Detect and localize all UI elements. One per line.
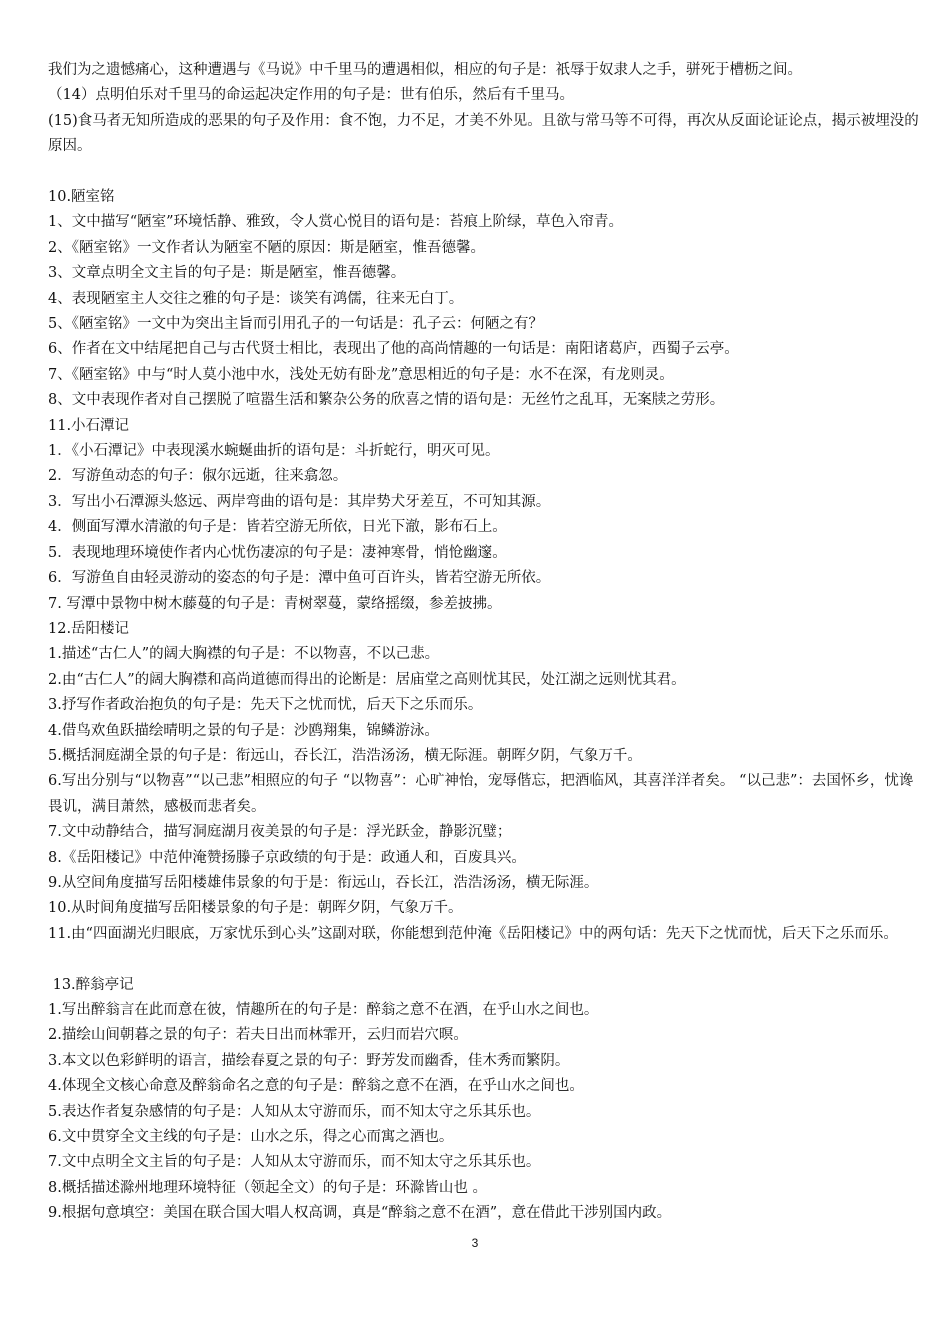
list-item: 6.文中贯穿全文主线的句子是：山水之乐，得之心而寓之酒也。 xyxy=(48,1129,454,1146)
section-heading: 12.岳阳楼记 xyxy=(48,620,130,637)
list-item: 6.写出分别与“以物喜”“以己悲”相照应的句子 “以物喜”：心旷神怡，宠辱偕忘，把酒临风，其喜洋洋者矣。 “以己悲”：去国怀乡，忧谗畏讥，满目萧然，感极而悲者矣。 xyxy=(48,773,914,815)
list-item: 8.概括描述滁州地理环境特征（领起全文）的句子是：环滁皆山也 。 xyxy=(48,1179,487,1196)
list-item: 1、文中描写“陋室”环境恬静、雅致，令人赏心悦目的语句是：苔痕上阶绿，草色入帘青。 xyxy=(48,214,624,231)
list-item: 2．写游鱼动态的句子：俶尔远逝，往来翕忽。 xyxy=(48,468,348,485)
list-item: 9.根据句意填空：美国在联合国大唱人权高调，真是“醉翁之意不在酒”，意在借此干涉别国内政。 xyxy=(48,1205,672,1222)
list-item: 4.借鸟欢鱼跃描绘晴明之景的句子是：沙鸥翔集，锦鳞游泳。 xyxy=(48,722,439,739)
section-zuiwengtingji xyxy=(48,973,924,1227)
list-item: 7. 写潭中景物中树木藤蔓的句子是：青树翠蔓，蒙络摇缀，参差披拂。 xyxy=(48,595,502,612)
section-yueyanglouji xyxy=(48,617,924,947)
blank-line xyxy=(48,160,924,185)
page-number: 3 xyxy=(471,1236,479,1250)
list-item: 1.写出醉翁言在此而意在彼，情趣所在的句子是：醉翁之意不在酒，在乎山水之间也。 xyxy=(48,1002,599,1018)
list-item: 8、文中表现作者对自己摆脱了喧嚣生活和繁杂公务的欣喜之情的语句是：无丝竹之乱耳，无案牍之劳形。 xyxy=(48,392,725,409)
list-item: 5、《陋室铭》一文中为突出主旨而引用孔子的一句话是：孔子云：何陋之有？ xyxy=(48,316,543,333)
list-item: 5．表现地理环境使作者内心忧伤凄凉的句子是：凄神寒骨，悄怆幽邃。 xyxy=(48,544,507,561)
list-item: 1.描述“古仁人”的阔大胸襟的句子是：不以物喜，不以己悲。 xyxy=(48,646,440,663)
list-item: 3.抒写作者政治抱负的句子是：先天下之忧而忧，后天下之乐而乐。 xyxy=(48,697,483,714)
list-item: 2.由“古仁人”的阔大胸襟和高尚道德而得出的论断是：居庙堂之高则忧其民，处江湖之远则忧其君。 xyxy=(48,671,686,688)
list-item: 3.本文以色彩鲜明的语言，描绘春夏之景的句子：野芳发而幽香，佳木秀而繁阴。 xyxy=(48,1052,570,1069)
intro-block xyxy=(48,58,924,160)
blank-line xyxy=(48,947,924,972)
list-item: 8.《岳阳楼记》中范仲淹赞扬滕子京政绩的句于是：政通人和，百废具兴。 xyxy=(48,849,526,866)
section-xiaoshitanji xyxy=(48,414,924,617)
section-loushiming xyxy=(48,185,924,414)
list-item: 4．侧面写潭水清澈的句子是：皆若空游无所依，日光下澈，影布石上。 xyxy=(48,519,507,536)
list-item: 2.描绘山间朝暮之景的句子：若夫日出而林霏开，云归而岩穴暝。 xyxy=(48,1027,468,1044)
list-item: 3、文章点明全文主旨的句子是：斯是陋室，惟吾德馨。 xyxy=(48,265,406,282)
section-heading: 11.小石潭记 xyxy=(48,417,130,434)
list-item: 1．《小石潭记》中表现溪水蜿蜒曲折的语句是：斗折蛇行，明灭可见。 xyxy=(48,443,500,460)
list-item: 7.文中动静结合，描写洞庭湖月夜美景的句子是：浮光跃金，静影沉璧； xyxy=(48,824,512,841)
list-item: 6、作者在文中结尾把自己与古代贤士相比，表现出了他的高尚情趣的一句话是：南阳诸葛庐，西蜀子云亭。 xyxy=(48,341,739,358)
section-heading: 13.醉翁亭记 xyxy=(48,976,134,993)
list-item: 11.由“四面湖光归眼底，万家忧乐到心头”这副对联，你能想到范仲淹《岳阳楼记》中的两句话：先天下之忧而忧，后天下之乐而乐。 xyxy=(48,925,898,942)
list-item: 7.文中点明全文主旨的句子是：人知从太守游而乐，而不知太守之乐其乐也。 xyxy=(48,1154,541,1171)
list-item: 5.表达作者复杂感情的句子是：人知从太守游而乐，而不知太守之乐其乐也。 xyxy=(48,1103,541,1120)
list-item: 2、《陋室铭》一文作者认为陋室不陋的原因：斯是陋室，惟吾德馨。 xyxy=(48,239,485,256)
section-heading: 10.陋室铭 xyxy=(48,189,115,206)
list-item: 10.从时间角度描写岳阳楼景象的句子是：朝晖夕阴，气象万千。 xyxy=(48,900,463,917)
list-item: 6．写游鱼自由轻灵游动的姿态的句子是：潭中鱼可百许头，皆若空游无所依。 xyxy=(48,570,551,587)
list-item: 5.概括洞庭湖全景的句子是：衔远山，吞长江，浩浩汤汤，横无际涯。朝晖夕阴，气象万千。 xyxy=(48,747,642,764)
list-item: 3．写出小石潭源头悠远、两岸弯曲的语句是：其岸势犬牙差互，不可知其源。 xyxy=(48,493,551,510)
text-line: （14）点明伯乐对千里马的命运起决定作用的句子是：世有伯乐，然后有千里马。 xyxy=(48,87,574,104)
list-item: 9.从空间角度描写岳阳楼雄伟景象的句于是：衔远山，吞长江，浩浩汤汤，横无际涯。 xyxy=(48,874,599,891)
text-line: 我们为之遗憾痛心，这种遭遇与《马说》中千里马的遭遇相似，相应的句子是：祇辱于奴隶人之手，骈死于槽枥之间。 xyxy=(48,62,802,78)
text-paragraph: (15)食马者无知所造成的恶果的句子及作用：食不饱，力不足，才美不外见。且欲与常马等不可得，再次从反面论证论点，揭示被埋没的原因。 xyxy=(48,112,919,155)
list-item: 4.体现全文核心命意及醉翁命名之意的句子是：醉翁之意不在酒，在乎山水之间也。 xyxy=(48,1078,584,1095)
list-item: 4、表现陋室主人交往之雅的句子是：谈笑有鸿儒，往来无白丁。 xyxy=(48,290,464,307)
list-item: 7、《陋室铭》中与“时人莫小池中水，浅处无妨有卧龙”意思相近的句子是：水不在深，有龙则灵。 xyxy=(48,366,674,383)
